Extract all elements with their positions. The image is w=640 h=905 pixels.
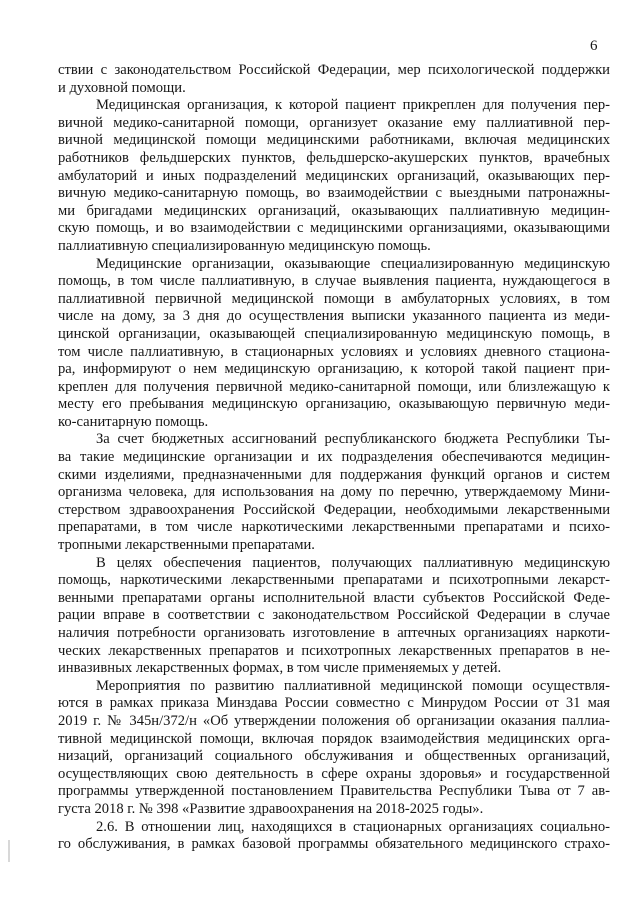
text-line: Медицинские организации, оказывающие специализированную медицинскую <box>96 255 610 272</box>
paragraph <box>58 555 610 678</box>
document-body <box>58 62 610 854</box>
text-line: препаратами, в том числе наркотическими лекарственными препаратами и психо- <box>58 519 610 536</box>
text-line: наличия потребности организовать изготовление в аптечных организациях наркоти- <box>58 625 610 641</box>
text-line: го обслуживания, в рамках базовой программы обязательного медицинского страхо- <box>58 836 610 853</box>
text-line: Медицинская организация, к которой пациент прикреплен для получения пер- <box>96 97 610 114</box>
text-line: рации вправе в соответствии с законодательством Российской Федерации в случае <box>58 607 610 624</box>
text-line: инвазивных лекарственных формах, в том числе применяемых у детей. <box>58 660 502 677</box>
paragraph <box>58 819 610 854</box>
text-line: помощь, наркотическими лекарственными препаратами и психотропными лекарст- <box>58 572 610 589</box>
paragraph <box>58 678 610 819</box>
text-line: венными препаратами органы исполнительной власти субъектов Российской Феде- <box>58 589 610 606</box>
text-line: За счет бюджетных ассигнований республиканского бюджета Республики Ты- <box>96 431 610 448</box>
text-line: вичную медико-санитарную помощь, во взаимодействии с выездными патронажны- <box>58 185 610 202</box>
text-line: низаций, организаций социального обслуживания и общественных организаций, <box>58 748 610 765</box>
text-line: месту его пребывания медицинскую организацию, оказывающую первичную меди- <box>58 396 610 413</box>
text-line: креплен для получения первичной медико-санитарной помощи, или близлежащую к <box>58 378 610 395</box>
paragraph <box>58 97 610 255</box>
text-line: вичной медицинской помощи медицинскими работниками, включая медицинских <box>58 132 610 149</box>
text-line: тивной медицинской помощи, включая порядок взаимодействия медицинских орга- <box>58 730 610 747</box>
text-line: ческих лекарственных препаратов и психотропных лекарственных препаратов в не- <box>58 642 610 659</box>
text-line: паллиативную специализированную медицинскую помощь. <box>58 237 431 254</box>
paragraph <box>58 431 610 554</box>
text-line: работников фельдшерских пунктов, фельдшерско-акушерских пунктов, врачебных <box>58 149 610 166</box>
page-number: 6 <box>590 38 598 54</box>
text-line: 2.6. В отношении лиц, находящихся в стационарных организациях социально- <box>96 818 610 835</box>
text-line: вичной медико-санитарной помощи, организует оказание ему паллиативной пер- <box>58 114 610 131</box>
text-line: В целях обеспечения пациентов, получающих паллиативную медицинскую <box>96 554 610 571</box>
text-line: организма человека, для использования на дому по перечню, утверждаемому Мини- <box>58 484 610 501</box>
text-line: Мероприятия по развитию паллиативной медицинской помощи осуществля- <box>96 677 610 694</box>
scan-artifact <box>8 840 10 862</box>
paragraph <box>58 62 610 97</box>
text-line: цинской организации, оказывающей специализированную медицинскую помощь, в <box>58 325 610 342</box>
text-line: помощь, в том числе паллиативную, в случае выявления пациента, нуждающегося в <box>58 273 610 290</box>
text-line: ми бригадами медицинских организаций, оказывающих паллиативную медицин- <box>58 202 610 219</box>
text-line: скими изделиями, предназначенными для поддержания функций органов и систем <box>58 466 610 483</box>
text-line: ра, информируют о нем медицинскую организацию, к которой такой пациент при- <box>58 361 610 378</box>
text-line: ва такие медицинские организации и их подразделения обеспечиваются медицин- <box>58 449 610 466</box>
text-line: программы утвержденной постановлением Правительства Республики Тыва от 7 ав- <box>58 783 610 800</box>
text-line: ются в рамках приказа Минздава России совместно с Минрудом России от 31 мая <box>58 695 610 712</box>
text-line: скую помощь, и во взаимодействии с медицинскими организациями, оказывающими <box>58 220 610 237</box>
text-line: стерством здравоохранения Российской Федерации, необходимыми лекарственными <box>58 501 610 518</box>
text-line: амбулаторий и иных подразделений медицинских организаций, оказывающих пер- <box>58 167 610 184</box>
text-line: том числе паллиативную, в стационарных условиях и условиях дневного стациона- <box>58 343 610 360</box>
text-line: 2019 г. № 345н/372/н «Об утверждении положения об организации оказания паллиа- <box>58 712 610 729</box>
text-line: и духовной помощи. <box>58 79 186 96</box>
text-line: паллиативной первичной медицинской помощи в амбулаторных условиях, в том <box>58 290 610 307</box>
text-line: числе на дому, за 3 дня до осуществления выписки указанного пациента из меди- <box>58 308 610 325</box>
text-line: ко-санитарную помощь. <box>58 413 209 430</box>
text-line: тропными лекарственными препаратами. <box>58 537 315 554</box>
text-line: густа 2018 г. № 398 «Развитие здравоохранения на 2018-2025 годы». <box>58 800 484 817</box>
text-line: ствии с законодательством Российской Федерации, мер психологической поддержки <box>58 62 610 78</box>
text-line: осуществляющих свою деятельность в сфере охраны здоровья» и государственной <box>58 765 610 782</box>
paragraph <box>58 256 610 432</box>
